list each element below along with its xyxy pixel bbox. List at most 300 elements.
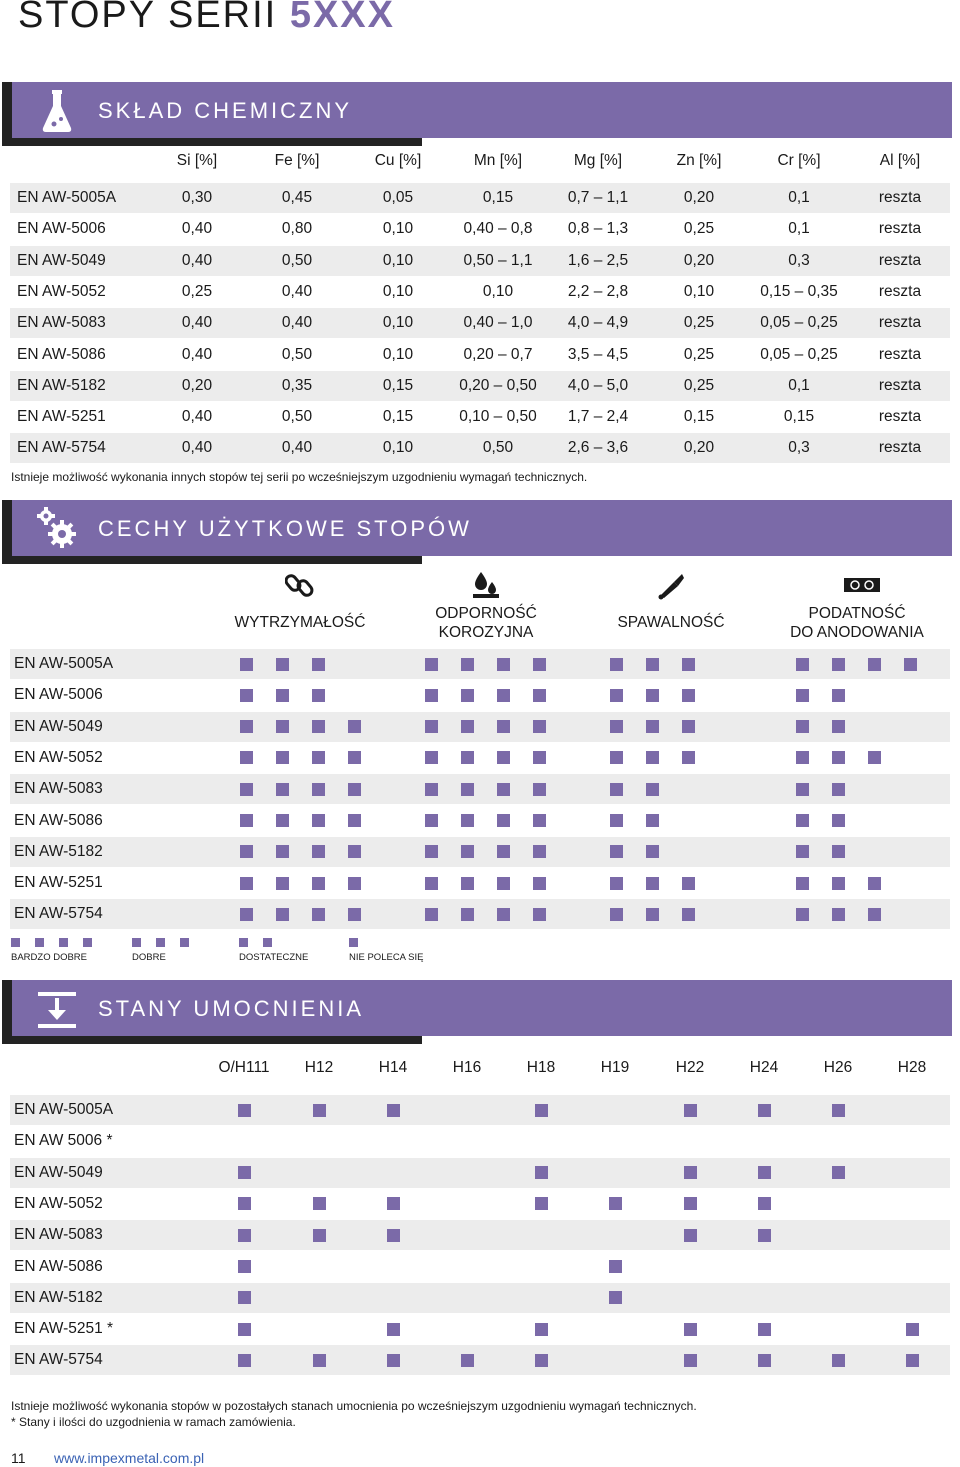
alloy-name: EN AW-5251: [17, 408, 106, 426]
rating-square: [348, 814, 361, 827]
alloy-name: EN AW-5083: [14, 780, 103, 798]
rating-square: [533, 908, 546, 921]
composition-value: 0,10: [382, 282, 414, 300]
rating-square: [646, 658, 659, 671]
rating-square: [312, 658, 325, 671]
rating-square: [796, 751, 809, 764]
alloy-name: EN AW-5049: [17, 251, 106, 269]
rating-square: [646, 689, 659, 702]
temper-available-square: [238, 1229, 251, 1242]
property-column-header: [617, 613, 724, 632]
composition-value: 4,0 – 5,0: [567, 376, 629, 394]
composition-value: 0,80: [281, 220, 313, 238]
properties-section-header: [2, 500, 952, 564]
rating-square: [646, 908, 659, 921]
composition-value: reszta: [878, 189, 922, 206]
rating-square: [832, 783, 845, 796]
rating-square: [796, 845, 809, 858]
composition-value: 0,10: [382, 220, 414, 238]
chemical-column-header: Mg [%]: [573, 152, 623, 169]
composition-value: 0,40: [281, 314, 313, 332]
header-line-2: DO ANODOWANIA: [790, 624, 924, 641]
temper-available-square: [238, 1166, 251, 1179]
table-row: [10, 1158, 950, 1188]
rating-square: [796, 783, 809, 796]
composition-value: 0,15: [482, 189, 514, 206]
alloy-name: EN AW-5182: [14, 842, 103, 860]
rating-square: [276, 720, 289, 733]
temper-available-square: [684, 1229, 697, 1242]
legend-square: [349, 938, 358, 947]
rating-square: [832, 908, 845, 921]
rating-square: [348, 845, 361, 858]
composition-value: 0,15: [783, 408, 815, 426]
temper-available-square: [832, 1166, 845, 1179]
composition-value: 0,40 – 1,0: [463, 314, 533, 332]
composition-value: 0,10: [382, 314, 414, 332]
composition-value: 0,25: [181, 282, 213, 300]
rating-square: [497, 845, 510, 858]
header-line-1: ODPORNOŚĆ: [435, 605, 537, 622]
composition-value: 3,5 – 4,5: [567, 345, 629, 363]
website-link[interactable]: www.impexmetal.com.pl: [54, 1450, 205, 1466]
rating-square: [312, 814, 325, 827]
chemical-column-header: Cr [%]: [777, 152, 821, 169]
temper-available-square: [758, 1323, 771, 1336]
composition-value: 0,50: [482, 439, 514, 457]
legend-square: [11, 938, 20, 947]
composition-value: 0,50 – 1,1: [463, 251, 533, 269]
rating-square: [682, 877, 695, 890]
tempers-section-title: STANY UMOCNIENIA: [98, 996, 364, 1021]
temper-available-square: [832, 1354, 845, 1367]
legend-square: [132, 938, 141, 947]
table-row: [10, 680, 950, 710]
temper-available-square: [758, 1354, 771, 1367]
rating-square: [312, 845, 325, 858]
table-row: [10, 1283, 950, 1313]
temper-column-header: H14: [378, 1059, 408, 1076]
rating-square: [533, 814, 546, 827]
composition-value: 0,20 – 0,50: [459, 376, 537, 394]
rating-square: [832, 814, 845, 827]
temper-column-header: H19: [600, 1059, 630, 1076]
rating-square: [425, 720, 438, 733]
rating-square: [276, 908, 289, 921]
rating-square: [646, 720, 659, 733]
temper-available-square: [758, 1166, 771, 1179]
composition-value: 0,15 – 0,35: [760, 282, 838, 300]
rating-square: [425, 689, 438, 702]
rating-square: [533, 689, 546, 702]
composition-value: 0,40 – 0,8: [463, 220, 533, 238]
alloy-name: EN AW-5182: [14, 1288, 103, 1306]
composition-value: 0,50: [281, 408, 313, 426]
rating-square: [533, 845, 546, 858]
rating-square: [682, 720, 695, 733]
rating-square: [533, 877, 546, 890]
rating-square: [240, 908, 253, 921]
rating-square: [646, 751, 659, 764]
temper-available-square: [609, 1260, 622, 1273]
table-row: [10, 1252, 950, 1282]
composition-value: 0,40: [281, 439, 313, 457]
composition-value: 0,40: [281, 282, 313, 300]
rating-square: [533, 783, 546, 796]
rating-square: [240, 720, 253, 733]
rating-square: [610, 720, 623, 733]
rating-square: [461, 877, 474, 890]
welding-torch-icon: [656, 570, 686, 600]
rating-square: [610, 877, 623, 890]
rating-square: [276, 689, 289, 702]
alloy-name: EN AW-5052: [17, 282, 106, 300]
rating-square: [796, 877, 809, 890]
composition-value: 2,6 – 3,6: [567, 439, 629, 457]
rating-square: [497, 751, 510, 764]
rating-square: [610, 814, 623, 827]
table-row: [10, 1220, 950, 1250]
table-row: [10, 743, 950, 773]
alloy-name: EN AW 5006 *: [14, 1132, 113, 1150]
composition-value: 0,10: [482, 282, 514, 300]
chemical-column-header: Si [%]: [176, 152, 218, 169]
rating-square: [425, 845, 438, 858]
temper-available-square: [758, 1197, 771, 1210]
legend-square: [35, 938, 44, 947]
legend-label: NIE POLECA SIĘ: [349, 952, 424, 963]
composition-value: reszta: [878, 220, 922, 238]
composition-value: 2,2 – 2,8: [567, 282, 629, 300]
composition-value: 0,3: [788, 439, 810, 457]
chemical-section-header: [2, 82, 952, 146]
rating-square: [497, 877, 510, 890]
header-line-2: KOROZYJNA: [438, 624, 534, 641]
rating-square: [868, 658, 881, 671]
rating-square: [276, 658, 289, 671]
composition-value: 0,05: [382, 189, 414, 206]
alloy-name: EN AW-5005A: [14, 1101, 114, 1118]
temper-available-square: [758, 1229, 771, 1242]
alloy-name: EN AW-5052: [14, 1194, 103, 1212]
composition-value: 0,3: [788, 251, 810, 269]
rating-square: [276, 814, 289, 827]
composition-value: 0,40: [181, 408, 213, 426]
temper-available-square: [313, 1104, 326, 1117]
temper-available-square: [684, 1197, 697, 1210]
rating-square: [425, 877, 438, 890]
temper-available-square: [684, 1354, 697, 1367]
rating-square: [497, 814, 510, 827]
composition-value: 0,10: [382, 251, 414, 269]
rating-square: [646, 814, 659, 827]
property-column-header: [435, 604, 537, 642]
rating-square: [425, 751, 438, 764]
rating-square: [240, 845, 253, 858]
alloy-name: EN AW-5049: [14, 1163, 103, 1181]
tempers-section-header: [2, 980, 952, 1044]
header-line-1: PODATNOŚĆ: [808, 605, 906, 622]
alloy-name: EN AW-5086: [14, 1257, 103, 1275]
alloy-name: EN AW-5006: [17, 220, 106, 238]
table-row: [10, 806, 950, 836]
rating-square: [348, 751, 361, 764]
temper-column-header: H26: [823, 1059, 853, 1076]
rating-square: [868, 751, 881, 764]
temper-available-square: [313, 1354, 326, 1367]
composition-value: reszta: [878, 439, 922, 457]
rating-square: [312, 908, 325, 921]
temper-available-square: [387, 1323, 400, 1336]
rating-square: [682, 689, 695, 702]
composition-value: 0,40: [181, 220, 213, 238]
droplets-icon: [471, 570, 501, 600]
rating-square: [682, 751, 695, 764]
alloy-name: EN AW-5052: [14, 748, 103, 766]
page-number: 11: [11, 1450, 26, 1466]
alloy-name: EN AW-5086: [14, 811, 103, 829]
composition-value: 0,15: [382, 408, 414, 426]
table-row: [10, 712, 950, 742]
composition-value: 0,25: [683, 376, 715, 394]
chemical-section-title: SKŁAD CHEMICZNY: [98, 98, 353, 123]
composition-value: 0,15: [683, 408, 715, 426]
composition-value: 0,25: [683, 314, 715, 332]
rating-square: [497, 720, 510, 733]
table-row: [10, 649, 950, 679]
rating-square: [533, 658, 546, 671]
rating-square: [276, 783, 289, 796]
table-row: [10, 837, 950, 867]
rating-square: [868, 908, 881, 921]
alloy-name: EN AW-5754: [14, 905, 103, 923]
temper-column-header: O/H111: [218, 1059, 270, 1076]
temper-available-square: [684, 1323, 697, 1336]
composition-value: 0,20: [181, 376, 213, 394]
temper-column-header: H24: [749, 1059, 779, 1076]
composition-value: 0,20: [683, 251, 715, 269]
composition-value: 0,1: [788, 220, 810, 238]
rating-square: [868, 877, 881, 890]
rating-square: [832, 845, 845, 858]
chain-link-icon: [285, 570, 315, 600]
alloy-name: EN AW-5005A: [14, 655, 114, 672]
legend-square: [239, 938, 248, 947]
rating-square: [796, 720, 809, 733]
rating-square: [240, 658, 253, 671]
alloy-name: EN AW-5754: [14, 1351, 103, 1369]
composition-value: reszta: [878, 408, 922, 426]
temper-available-square: [535, 1197, 548, 1210]
alloy-name: EN AW-5086: [17, 345, 106, 363]
rating-square: [312, 720, 325, 733]
header-line-1: WYTRZYMAŁOŚĆ: [234, 614, 366, 631]
alloy-name: EN AW-5251 *: [14, 1320, 114, 1338]
composition-value: 0,1: [788, 376, 810, 394]
alloy-name: EN AW-5049: [14, 717, 103, 735]
rating-square: [276, 751, 289, 764]
rating-square: [461, 751, 474, 764]
temper-available-square: [535, 1354, 548, 1367]
rating-square: [312, 877, 325, 890]
rating-square: [240, 783, 253, 796]
property-column-header: [790, 604, 924, 642]
property-column-header: [235, 613, 366, 632]
alloy-name: EN AW-5006: [14, 686, 103, 704]
composition-value: 0,05 – 0,25: [760, 345, 838, 363]
legend-label: DOBRE: [132, 952, 166, 963]
rating-square: [348, 720, 361, 733]
temper-available-square: [387, 1354, 400, 1367]
rating-square: [533, 720, 546, 733]
temper-available-square: [238, 1197, 251, 1210]
temper-available-square: [832, 1104, 845, 1117]
composition-value: 0,10: [382, 345, 414, 363]
temper-column-header: H22: [675, 1059, 705, 1076]
temper-available-square: [609, 1197, 622, 1210]
legend-square: [180, 938, 189, 947]
rating-square: [497, 783, 510, 796]
temper-available-square: [313, 1229, 326, 1242]
rating-square: [904, 658, 917, 671]
flask-icon: [34, 88, 80, 134]
chemical-column-header: Fe [%]: [274, 152, 320, 169]
alloy-name: EN AW-5251: [14, 874, 103, 892]
rating-square: [240, 814, 253, 827]
temper-available-square: [906, 1323, 919, 1336]
table-row: [10, 1189, 950, 1219]
composition-value: 0,10 – 0,50: [459, 408, 537, 426]
composition-value: 0,7 – 1,1: [567, 189, 629, 206]
chemical-note: Istnieje możliwość wykonania innych stopów tej serii po wcześniejszym uzgodnieniu wymagań technicznych.: [11, 470, 588, 484]
table-row: [10, 1095, 950, 1125]
table-row: [10, 868, 950, 898]
rating-square: [240, 751, 253, 764]
legend-square: [59, 938, 68, 947]
rating-square: [796, 814, 809, 827]
tempers-note-2: * Stany i ilości do uzgodnienia w ramach zamówienia.: [11, 1415, 296, 1429]
rating-square: [348, 783, 361, 796]
legend-label: BARDZO DOBRE: [11, 952, 88, 963]
chemical-column-header: Mn [%]: [473, 152, 523, 169]
alloy-name: EN AW-5083: [17, 314, 106, 332]
title-accent: 5XXX: [289, 0, 395, 36]
composition-value: 0,20: [683, 439, 715, 457]
page-title: [18, 0, 395, 37]
composition-value: 0,20: [683, 189, 715, 206]
properties-section-title: CECHY UŻYTKOWE STOPÓW: [98, 516, 472, 541]
legend-square: [156, 938, 165, 947]
alloy-name: EN AW-5182: [17, 376, 106, 394]
temper-available-square: [684, 1104, 697, 1117]
rating-square: [646, 845, 659, 858]
composition-value: 4,0 – 4,9: [567, 314, 629, 332]
temper-available-square: [313, 1197, 326, 1210]
rating-square: [682, 908, 695, 921]
temper-available-square: [238, 1291, 251, 1304]
composition-value: 0,40: [181, 314, 213, 332]
rating-square: [497, 689, 510, 702]
temper-available-square: [535, 1166, 548, 1179]
rating-square: [610, 908, 623, 921]
table-row: [10, 1345, 950, 1375]
legend-square: [263, 938, 272, 947]
temper-column-header: H18: [526, 1059, 556, 1076]
rating-square: [832, 689, 845, 702]
composition-value: reszta: [878, 376, 922, 394]
title-main: STOPY SERII: [18, 0, 278, 36]
rating-square: [348, 877, 361, 890]
rating-square: [461, 720, 474, 733]
rating-square: [796, 908, 809, 921]
composition-value: 0,15: [382, 376, 414, 394]
temper-available-square: [387, 1229, 400, 1242]
legend-square: [83, 938, 92, 947]
rating-square: [312, 751, 325, 764]
rating-square: [832, 751, 845, 764]
rating-square: [348, 908, 361, 921]
temper-available-square: [387, 1197, 400, 1210]
composition-value: 0,05 – 0,25: [760, 314, 838, 332]
composition-value: 0,40: [181, 345, 213, 363]
composition-value: reszta: [878, 251, 922, 269]
temper-column-header: H16: [452, 1059, 482, 1076]
rating-square: [425, 783, 438, 796]
rating-square: [461, 845, 474, 858]
table-row: [10, 1314, 950, 1344]
compress-arrow-icon: [34, 986, 80, 1032]
table-row: [10, 1126, 950, 1156]
composition-value: 0,20 – 0,7: [463, 345, 533, 363]
composition-value: 0,40: [181, 251, 213, 269]
rating-square: [240, 877, 253, 890]
rating-square: [610, 783, 623, 796]
chemical-column-header: Al [%]: [879, 152, 921, 169]
rating-square: [796, 658, 809, 671]
chemical-column-header: Zn [%]: [676, 152, 722, 169]
temper-column-header: H12: [304, 1059, 334, 1076]
composition-value: 0,40: [181, 439, 213, 457]
temper-available-square: [535, 1323, 548, 1336]
temper-available-square: [609, 1291, 622, 1304]
rating-square: [610, 751, 623, 764]
temper-available-square: [238, 1260, 251, 1273]
composition-value: 1,7 – 2,4: [567, 408, 629, 426]
rating-square: [796, 689, 809, 702]
gears-icon: [34, 506, 80, 552]
composition-value: 0,50: [281, 251, 313, 269]
legend-label: DOSTATECZNE: [239, 952, 309, 963]
tempers-note-1: Istnieje możliwość wykonania stopów w pozostałych stanach umocnienia po wcześniejszym uzgodnieniu wymagań technicznych.: [11, 1399, 697, 1413]
table-row: [10, 774, 950, 804]
rating-square: [276, 877, 289, 890]
composition-value: 0,10: [683, 282, 715, 300]
rating-square: [276, 845, 289, 858]
temper-available-square: [238, 1354, 251, 1367]
rating-square: [461, 908, 474, 921]
composition-value: 0,1: [788, 189, 810, 206]
temper-available-square: [758, 1104, 771, 1117]
rating-square: [646, 783, 659, 796]
composition-value: 0,30: [181, 189, 213, 206]
composition-value: 0,25: [683, 220, 715, 238]
composition-value: reszta: [878, 282, 922, 300]
rating-square: [646, 877, 659, 890]
rating-square: [461, 814, 474, 827]
composition-value: reszta: [878, 314, 922, 332]
temper-available-square: [535, 1104, 548, 1117]
rating-square: [682, 658, 695, 671]
